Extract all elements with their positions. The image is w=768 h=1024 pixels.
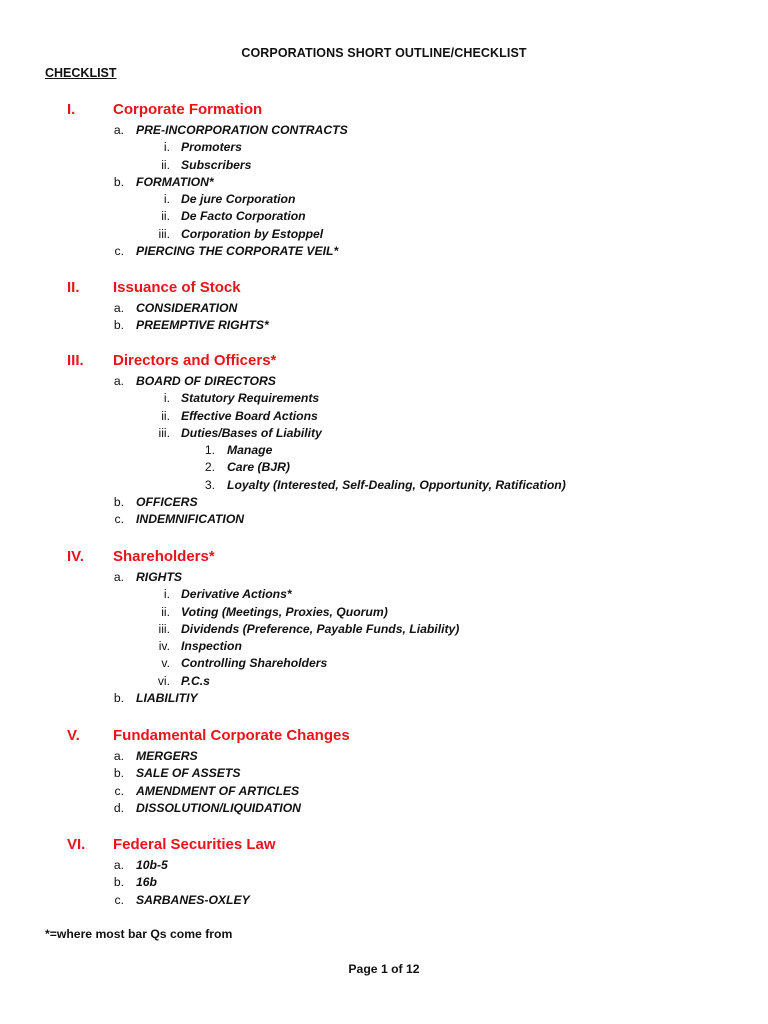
list-marker: ii. [161, 209, 170, 224]
list-marker: d. [113, 800, 124, 815]
document-title: CORPORATIONS SHORT OUTLINE/CHECKLIST [241, 46, 527, 60]
section-numeral: I. [67, 101, 76, 118]
section-numeral: IV. [67, 548, 84, 565]
list-marker: c. [114, 892, 124, 907]
list-item-text: De jure Corporation [181, 192, 296, 207]
list-item-text: Derivative Actions* [181, 587, 292, 602]
list-marker: b. [113, 318, 124, 333]
outline-item-level-2 [0, 674, 768, 691]
section-heading [0, 727, 768, 749]
list-item-text: PRE-INCORPORATION CONTRACTS [136, 123, 348, 137]
outline-item-level-3 [0, 478, 768, 495]
section-numeral: III. [67, 352, 84, 369]
list-item-text: DISSOLUTION/LIQUIDATION [136, 800, 301, 815]
list-item-text: Controlling Shareholders [181, 656, 328, 671]
list-item-text: RIGHTS [136, 570, 183, 584]
outline-section [0, 548, 768, 708]
outline-item-level-3 [0, 443, 768, 460]
outline-item-level-1 [0, 570, 768, 587]
outline-item-level-2 [0, 391, 768, 408]
list-marker: a. [113, 301, 124, 315]
outline-item-level-2 [0, 587, 768, 604]
outline-item-level-2 [0, 140, 768, 157]
section-heading [0, 352, 768, 374]
list-item-text: CONSIDERATION [136, 301, 238, 315]
section-heading [0, 101, 768, 123]
list-marker: b. [113, 174, 124, 189]
outline-item-level-2 [0, 209, 768, 226]
list-item-text: BOARD OF DIRECTORS [136, 374, 276, 388]
outline-item-level-2 [0, 158, 768, 175]
list-item-text: Care (BJR) [227, 460, 290, 475]
list-item-text: OFFICERS [136, 495, 198, 510]
section-heading [0, 548, 768, 570]
list-item-text: FORMATION* [136, 174, 214, 189]
outline-item-level-1 [0, 784, 768, 801]
outline-item-level-1 [0, 374, 768, 391]
outline-item-level-2 [0, 409, 768, 426]
list-item-text: P.C.s [181, 673, 210, 688]
list-marker: vi. [157, 673, 170, 688]
list-item-text: LIABILITIY [136, 691, 198, 706]
footnote: *=where most bar Qs come from [45, 927, 233, 941]
outline-item-level-1 [0, 123, 768, 140]
list-marker: i. [163, 192, 170, 207]
section-title: Issuance of Stock [113, 279, 241, 296]
list-item-text: Inspection [181, 639, 242, 654]
list-item-text: Loyalty (Interested, Self-Dealing, Opportunity, Ratification) [227, 477, 566, 492]
list-item-text: Manage [227, 443, 273, 458]
checklist-heading: CHECKLIST [45, 66, 117, 80]
list-item-text: De Facto Corporation [181, 209, 306, 224]
outline-item-level-1 [0, 691, 768, 708]
list-marker: b. [113, 691, 124, 706]
outline-item-level-1 [0, 766, 768, 783]
section-numeral: V. [67, 727, 80, 744]
list-marker: 2. [204, 460, 215, 475]
list-item-text: Duties/Bases of Liability [181, 425, 322, 440]
list-item-text: Effective Board Actions [181, 408, 318, 423]
list-item-text: PIERCING THE CORPORATE VEIL* [136, 244, 339, 259]
outline-item-level-2 [0, 656, 768, 673]
list-item-text: 16b [136, 875, 158, 890]
outline-item-level-1 [0, 749, 768, 766]
list-marker: a. [113, 374, 124, 388]
list-marker: v. [161, 656, 170, 671]
outline-item-level-2 [0, 622, 768, 639]
outline-item-level-1 [0, 495, 768, 512]
list-marker: iv. [158, 639, 170, 654]
list-item-text: Promoters [181, 140, 242, 155]
list-item-text: SARBANES-OXLEY [136, 892, 250, 907]
outline-item-level-1 [0, 244, 768, 261]
list-marker: b. [113, 766, 124, 781]
outline-section [0, 101, 768, 261]
outline-item-level-1 [0, 801, 768, 818]
outline-section [0, 727, 768, 818]
section-title: Corporate Formation [113, 101, 263, 118]
list-marker: b. [113, 875, 124, 890]
list-marker: 1. [204, 443, 215, 458]
outline-item-level-2 [0, 192, 768, 209]
list-marker: a. [113, 749, 124, 763]
outline-item-level-1 [0, 893, 768, 910]
outline-item-level-1 [0, 858, 768, 875]
section-numeral: II. [67, 279, 80, 296]
list-item-text: MERGERS [136, 749, 198, 763]
list-marker: iii. [158, 226, 170, 241]
outline-section [0, 836, 768, 910]
list-marker: ii. [161, 157, 170, 172]
list-marker: a. [113, 570, 124, 584]
outline-item-level-1 [0, 175, 768, 192]
list-item-text: INDEMNIFICATION [136, 512, 245, 527]
list-marker: b. [113, 495, 124, 510]
list-marker: c. [114, 244, 124, 259]
list-marker: ii. [161, 408, 170, 423]
list-marker: ii. [161, 604, 170, 619]
outline-item-level-2 [0, 227, 768, 244]
list-marker: 3. [204, 477, 215, 492]
outline-item-level-2 [0, 426, 768, 443]
list-item-text: AMENDMENT OF ARTICLES [136, 783, 300, 798]
list-marker: a. [113, 858, 124, 872]
outline-item-level-3 [0, 460, 768, 477]
outline-section [0, 352, 768, 530]
list-item-text: SALE OF ASSETS [136, 766, 241, 781]
outline-item-level-1 [0, 301, 768, 318]
list-item-text: Subscribers [181, 157, 252, 172]
section-title: Fundamental Corporate Changes [113, 727, 350, 744]
section-heading [0, 279, 768, 301]
section-title: Federal Securities Law [113, 836, 276, 853]
outline-item-level-1 [0, 875, 768, 892]
list-marker: i. [163, 391, 170, 406]
section-numeral: VI. [67, 836, 86, 853]
list-item-text: Dividends (Preference, Payable Funds, Liability) [181, 621, 460, 636]
outline-item-level-2 [0, 605, 768, 622]
list-marker: iii. [158, 425, 170, 440]
outline-section [0, 279, 768, 336]
outline-item-level-2 [0, 639, 768, 656]
list-marker: iii. [158, 621, 170, 636]
list-marker: c. [114, 512, 124, 527]
list-item-text: Corporation by Estoppel [181, 226, 324, 241]
list-marker: i. [163, 587, 170, 602]
section-title: Shareholders* [113, 548, 215, 565]
list-item-text: Voting (Meetings, Proxies, Quorum) [181, 604, 388, 619]
section-title: Directors and Officers* [113, 352, 277, 369]
list-marker: a. [113, 123, 124, 137]
list-item-text: PREEMPTIVE RIGHTS* [136, 318, 269, 333]
section-heading [0, 836, 768, 858]
outline-item-level-1 [0, 318, 768, 335]
page-number: Page 1 of 12 [348, 962, 420, 976]
list-item-text: Statutory Requirements [181, 391, 320, 406]
list-marker: i. [163, 140, 170, 155]
list-item-text: 10b-5 [136, 858, 168, 872]
outline-item-level-1 [0, 512, 768, 529]
list-marker: c. [114, 783, 124, 798]
